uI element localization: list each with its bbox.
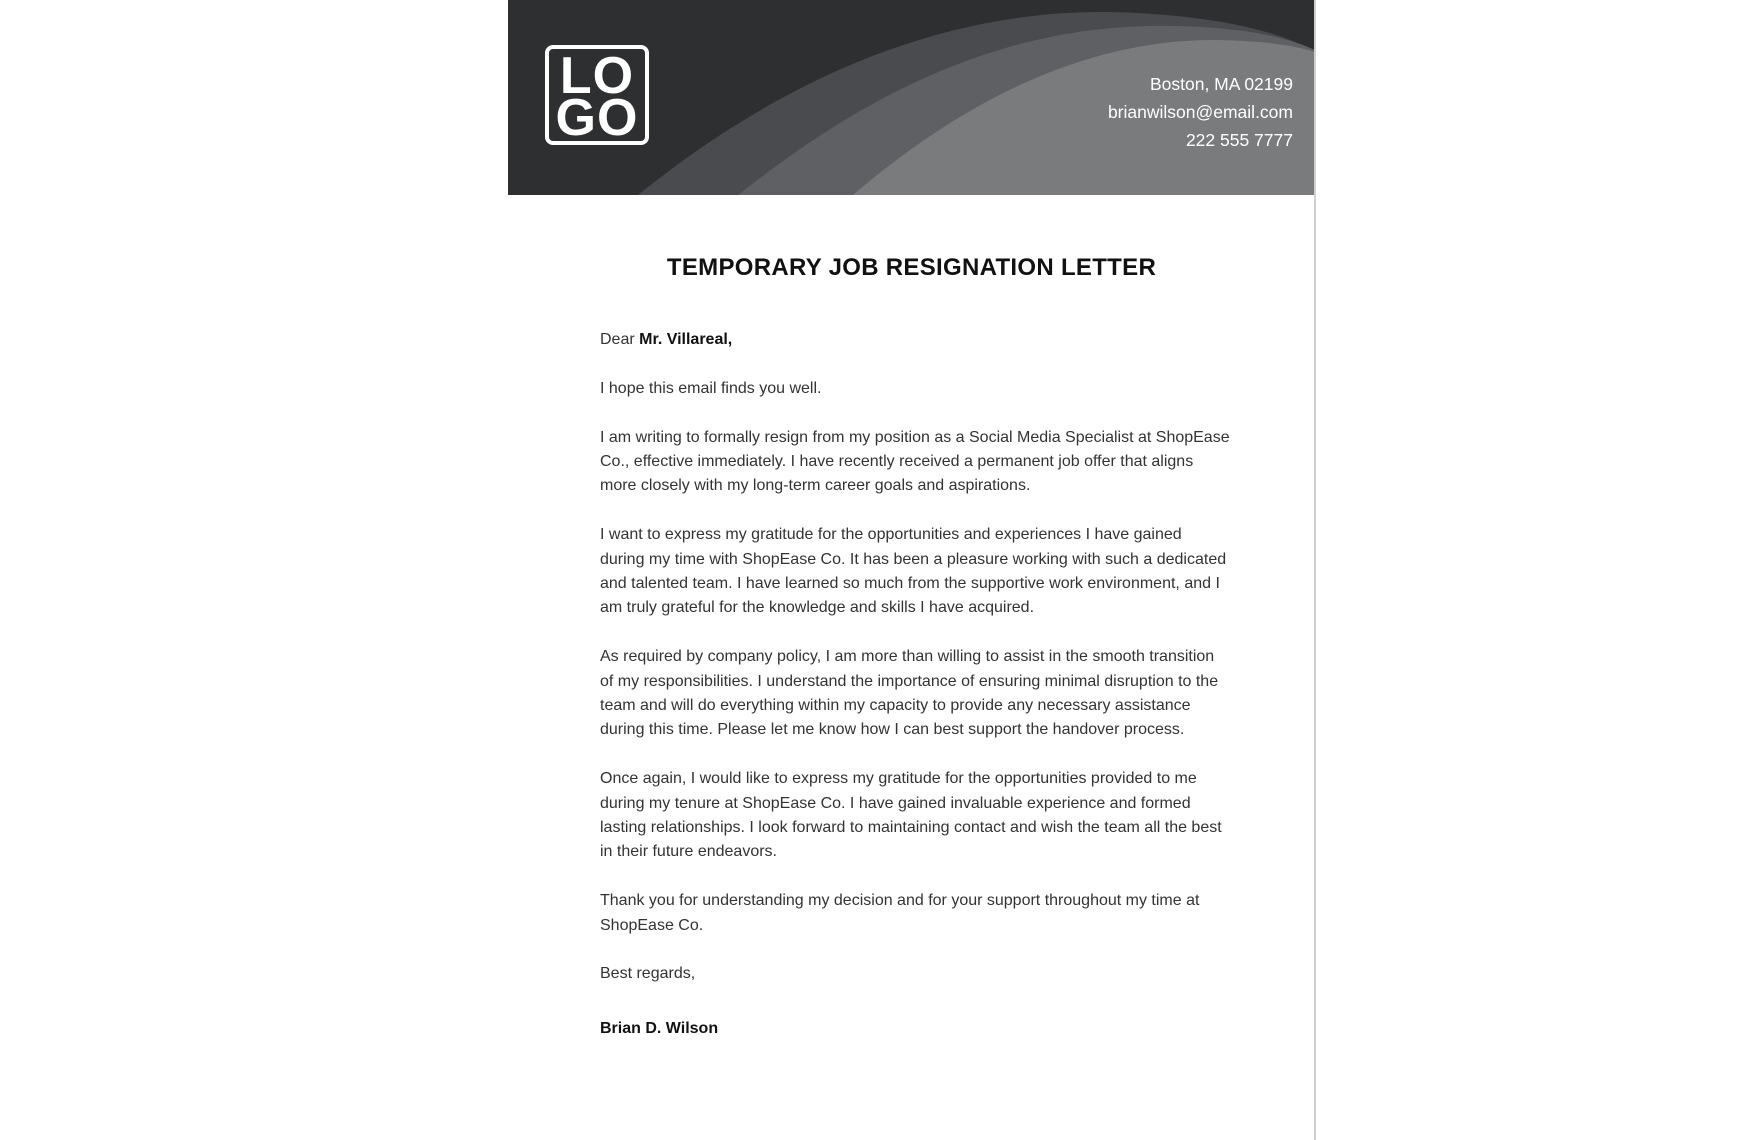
letter-title: TEMPORARY JOB RESIGNATION LETTER	[666, 254, 1157, 281]
paragraph-2: I am writing to formally resign from my position as a Social Media Specialist at ShopEase Co., effective immediately. I have recently received a permanent job offer that aligns more closely with my long-term career goals and aspirations.	[600, 428, 1230, 495]
letterhead	[508, 0, 1315, 195]
letter-page	[508, 0, 1315, 1140]
closing: Best regards,	[600, 965, 696, 983]
paragraph-1: I hope this email finds you well.	[600, 379, 822, 397]
logo-line-1: LO	[559, 47, 635, 105]
signature: Brian D. Wilson	[600, 1019, 719, 1037]
logo-line-2: GO	[555, 89, 639, 147]
salutation-prefix: Dear	[600, 331, 635, 348]
letter-body	[600, 328, 1230, 1041]
page-edge-divider	[1314, 0, 1316, 1140]
logo	[545, 45, 649, 145]
paragraph-6: Thank you for understanding my decision and for your support throughout my time at ShopEase Co.	[600, 892, 1200, 934]
contact-phone: 222 555 7777	[1185, 130, 1293, 150]
contact-info	[1108, 70, 1293, 154]
contact-email: brianwilson@email.com	[1107, 102, 1293, 122]
paragraph-5: Once again, I would like to express my gratitude for the opportunities provided to me during my tenure at ShopEase Co. I have gained invaluable experience and formed lasting relationships. I look forward to maintaining contact and wish the team all the best in their future endeavors.	[600, 770, 1222, 861]
paragraph-4: As required by company policy, I am more than willing to assist in the smooth transition of my responsibilities. I understand the importance of ensuring minimal disruption to the team and will do everything within my capacity to provide any necessary assistance during this time. Please let me know how I can best support the handover process.	[600, 648, 1219, 739]
paragraph-3: I want to express my gratitude for the opportunities and experiences I have gained during my time with ShopEase Co. It has been a pleasure working with such a dedicated and talented team. I have learned so much from the supportive work environment, and I am truly grateful for the knowledge and skills I have acquired.	[600, 526, 1227, 617]
salutation	[600, 328, 1230, 352]
recipient-name: Mr. Villareal,	[639, 331, 733, 348]
contact-address: Boston, MA 02199	[1149, 74, 1293, 94]
